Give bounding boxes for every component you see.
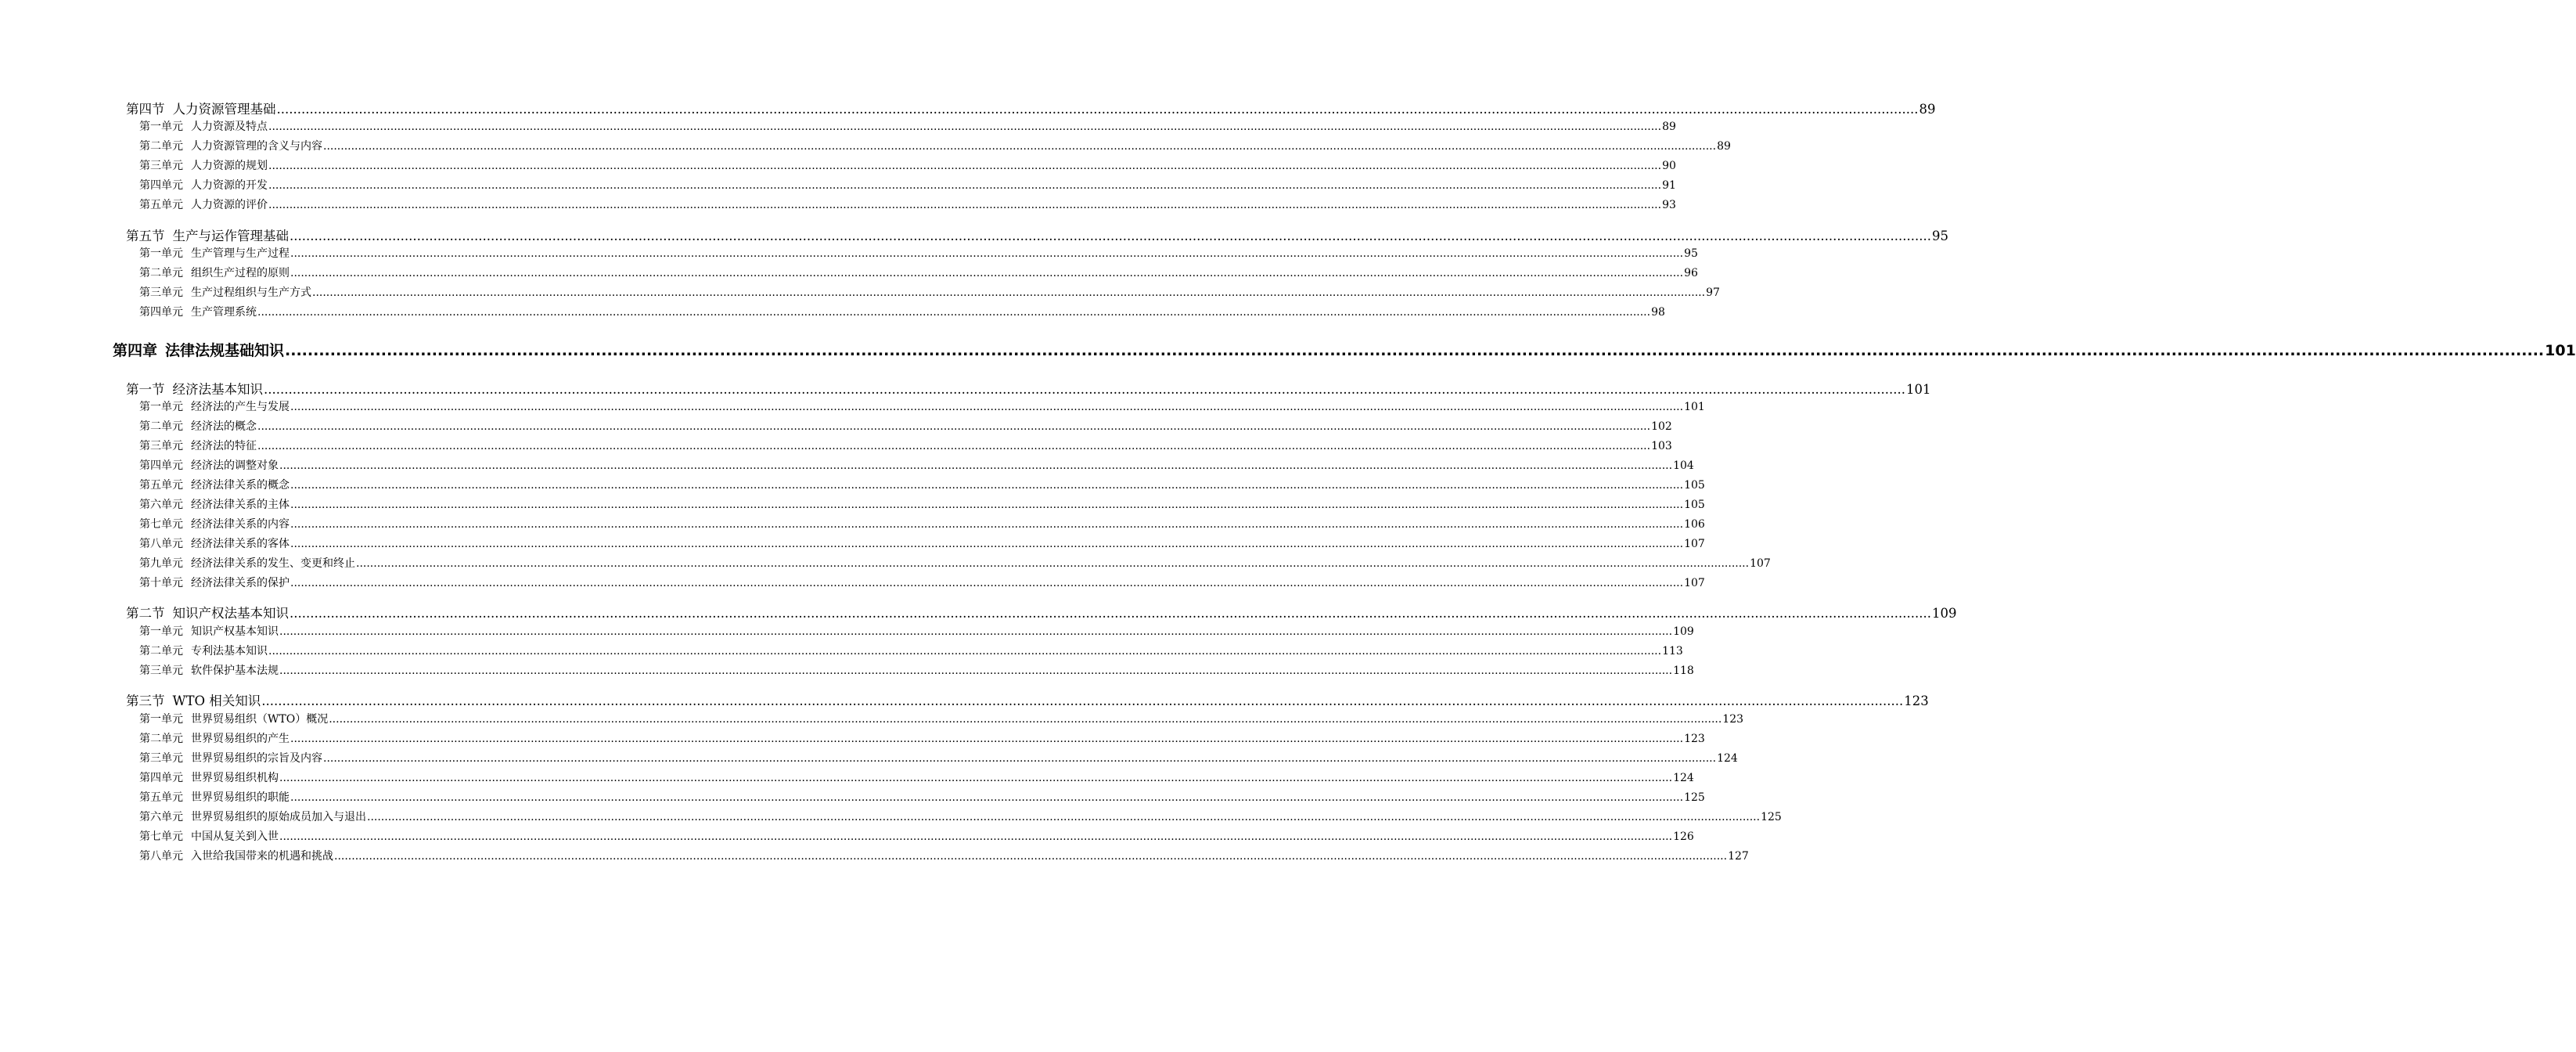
toc-unit-entry[interactable]	[139, 848, 1749, 863]
toc-unit-entry[interactable]	[139, 809, 1782, 824]
toc-entry-label	[126, 225, 289, 244]
dot-leader: ................................................................................................................................................................................................................................................................................................................................................................................................................	[356, 557, 1750, 570]
toc-entry-page-number: 97	[1706, 286, 1720, 299]
toc-entry-number: 第十单元	[139, 577, 183, 589]
toc-entry-page-number: 126	[1673, 830, 1694, 843]
toc-entry-number: 第八单元	[139, 538, 183, 550]
dot-leader: ................................................................................................................................................................................................................................................................................................................................................................................................................	[290, 606, 1931, 621]
toc-entry-label	[139, 457, 279, 473]
dot-leader: ................................................................................................................................................................................................................................................................................................................................................................................................................	[285, 342, 2545, 359]
dot-leader: ................................................................................................................................................................................................................................................................................................................................................................................................................	[279, 665, 1673, 677]
toc-entry-title: 经济法律关系的主体	[191, 499, 290, 511]
dot-leader: ................................................................................................................................................................................................................................................................................................................................................................................................................	[290, 229, 1931, 243]
toc-entry-title: 入世给我国带来的机遇和挑战	[191, 850, 333, 863]
dot-leader: ................................................................................................................................................................................................................................................................................................................................................................................................................	[367, 811, 1761, 823]
toc-entry-title: 经济法律关系的内容	[191, 518, 290, 531]
toc-entry-label	[139, 177, 268, 193]
dot-leader: ................................................................................................................................................................................................................................................................................................................................................................................................................	[261, 694, 1904, 708]
toc-entry-page-number: 98	[1651, 306, 1665, 319]
toc-entry-page-number: 93	[1662, 199, 1676, 211]
toc-entry-title: 人力资源的开发	[191, 179, 268, 192]
dot-leader: ................................................................................................................................................................................................................................................................................................................................................................................................................	[290, 479, 1684, 492]
toc-entry-number: 第六单元	[139, 811, 183, 823]
toc-entry-label	[126, 99, 276, 117]
toc-entry-label	[139, 643, 268, 658]
toc-entry-title: 生产管理与生产过程	[191, 247, 290, 260]
toc-entry-page-number: 124	[1717, 752, 1738, 765]
toc-entry-number: 第五单元	[139, 479, 183, 492]
dot-leader: ................................................................................................................................................................................................................................................................................................................................................................................................................	[290, 733, 1684, 745]
toc-entry-title: 经济法律关系的保护	[191, 577, 290, 589]
toc-entry-label	[126, 379, 263, 398]
toc-unit-entry[interactable]	[139, 750, 1738, 766]
toc-entry-title: 世界贸易组织的宗旨及内容	[191, 752, 322, 765]
toc-entry-title: 世界贸易组织的原始成员加入与退出	[191, 811, 366, 823]
toc-unit-entry[interactable]	[139, 265, 1698, 280]
toc-unit-entry[interactable]	[139, 138, 1731, 153]
toc-entry-title: 人力资源管理的含义与内容	[191, 140, 322, 153]
toc-unit-entry[interactable]	[139, 398, 1705, 414]
toc-entry-number: 第七单元	[139, 518, 183, 531]
toc-unit-entry[interactable]	[139, 730, 1705, 746]
toc-entry-title: 专利法基本知识	[191, 645, 268, 658]
toc-unit-entry[interactable]	[139, 418, 1672, 434]
toc-unit-entry[interactable]	[139, 157, 1676, 173]
toc-entry-page-number: 124	[1673, 772, 1694, 784]
toc-unit-entry[interactable]	[139, 643, 1683, 658]
toc-unit-entry[interactable]	[139, 245, 1698, 261]
dot-leader: ................................................................................................................................................................................................................................................................................................................................................................................................................	[268, 179, 1662, 192]
toc-entry-title: 生产管理系统	[191, 306, 257, 319]
toc-entry-number: 第六单元	[139, 499, 183, 511]
toc-entry-label	[139, 418, 257, 434]
toc-entry-page-number: 109	[1931, 606, 1957, 621]
toc-entry-number: 第二单元	[139, 645, 183, 658]
toc-entry-title: 世界贸易组织的产生	[191, 733, 290, 745]
toc-unit-entry[interactable]	[139, 789, 1705, 805]
dot-leader: ................................................................................................................................................................................................................................................................................................................................................................................................................	[279, 772, 1673, 784]
toc-entry-title: 法律法规基础知识	[165, 342, 285, 359]
toc-entry-label	[139, 477, 290, 492]
toc-entry-page-number: 101	[1905, 382, 1931, 397]
toc-entry-label	[139, 535, 290, 551]
toc-entry-number: 第三单元	[139, 286, 183, 299]
toc-entry-page-number: 123	[1684, 733, 1705, 745]
toc-entry-label	[139, 575, 290, 590]
toc-entry-number: 第三单元	[139, 752, 183, 765]
toc-entry-page-number: 123	[1904, 694, 1929, 708]
dot-leader: ................................................................................................................................................................................................................................................................................................................................................................................................................	[268, 160, 1662, 172]
toc-entry-number: 第二单元	[139, 733, 183, 745]
toc-entry-label	[139, 750, 322, 766]
toc-entry-page-number: 95	[1684, 247, 1698, 260]
toc-entry-page-number: 107	[1750, 557, 1771, 570]
toc-entry-title: 经济法律关系的发生、变更和终止	[191, 557, 355, 570]
dot-leader: ................................................................................................................................................................................................................................................................................................................................................................................................................	[290, 538, 1684, 550]
toc-entry-label	[139, 118, 268, 134]
toc-unit-entry[interactable]	[139, 711, 1744, 726]
dot-leader: ................................................................................................................................................................................................................................................................................................................................................................................................................	[323, 140, 1717, 153]
toc-entry-label	[139, 516, 290, 531]
toc-entry-number: 第四单元	[139, 772, 183, 784]
toc-entry-title: 世界贸易组织机构	[191, 772, 279, 784]
toc-entry-title: 经济法的调整对象	[191, 459, 279, 472]
toc-entry-title: 组织生产过程的原则	[191, 267, 290, 279]
toc-entry-label	[126, 603, 289, 621]
dot-leader: ................................................................................................................................................................................................................................................................................................................................................................................................................	[268, 645, 1662, 658]
toc-entry-label	[139, 711, 328, 726]
toc-entry-number: 第二节	[126, 606, 165, 621]
dot-leader: ................................................................................................................................................................................................................................................................................................................................................................................................................	[290, 499, 1684, 511]
toc-entry-page-number: 125	[1761, 811, 1782, 823]
toc-entry-label	[126, 690, 261, 709]
toc-section-entry[interactable]	[126, 225, 1948, 244]
toc-entry-page-number: 96	[1684, 267, 1698, 279]
toc-unit-entry[interactable]	[139, 769, 1694, 785]
toc-unit-entry[interactable]	[139, 304, 1665, 319]
toc-entry-number: 第一单元	[139, 625, 183, 638]
toc-entry-label	[139, 438, 257, 453]
toc-entry-number: 第一单元	[139, 121, 183, 133]
toc-entry-number: 第一节	[126, 382, 165, 397]
toc-unit-entry[interactable]	[139, 662, 1694, 678]
toc-entry-page-number: 107	[1684, 538, 1705, 550]
toc-entry-label	[139, 623, 279, 639]
dot-leader: ................................................................................................................................................................................................................................................................................................................................................................................................................	[290, 577, 1684, 589]
toc-entry-page-number: 109	[1673, 625, 1694, 638]
toc-entry-label	[139, 730, 290, 746]
dot-leader: ................................................................................................................................................................................................................................................................................................................................................................................................................	[290, 401, 1684, 413]
toc-unit-entry[interactable]	[139, 477, 1705, 492]
toc-entry-page-number: 89	[1717, 140, 1731, 153]
toc-unit-entry[interactable]	[139, 828, 1694, 844]
toc-entry-number: 第一单元	[139, 401, 183, 413]
toc-entry-page-number: 95	[1931, 229, 1948, 243]
toc-unit-entry[interactable]	[139, 496, 1705, 512]
toc-entry-title: 生产过程组织与生产方式	[191, 286, 311, 299]
toc-entry-number: 第五单元	[139, 199, 183, 211]
toc-entry-label	[139, 245, 290, 261]
dot-leader: ................................................................................................................................................................................................................................................................................................................................................................................................................	[257, 440, 1651, 452]
toc-entry-label	[139, 848, 333, 863]
toc-entry-title: 知识产权法基本知识	[172, 606, 289, 621]
toc-entry-label	[139, 789, 290, 805]
toc-entry-title: WTO 相关知识	[172, 694, 261, 708]
toc-unit-entry[interactable]	[139, 118, 1676, 134]
toc-entry-title: 经济法的特征	[191, 440, 257, 452]
toc-entry-page-number: 105	[1684, 479, 1705, 492]
dot-leader: ................................................................................................................................................................................................................................................................................................................................................................................................................	[290, 247, 1684, 260]
dot-leader: ................................................................................................................................................................................................................................................................................................................................................................................................................	[264, 382, 1905, 397]
toc-entry-number: 第四单元	[139, 459, 183, 472]
toc-entry-title: 知识产权基本知识	[191, 625, 279, 638]
toc-entry-title: 生产与运作管理基础	[172, 229, 289, 243]
dot-leader: ................................................................................................................................................................................................................................................................................................................................................................................................................	[290, 267, 1684, 279]
toc-entry-page-number: 107	[1684, 577, 1705, 589]
toc-entry-page-number: 127	[1728, 850, 1749, 863]
toc-entry-title: 经济法的产生与发展	[191, 401, 290, 413]
toc-entry-page-number: 125	[1684, 791, 1705, 804]
toc-unit-entry[interactable]	[139, 535, 1705, 551]
toc-entry-title: 世界贸易组织（WTO）概况	[191, 713, 329, 726]
toc-entry-number: 第三单元	[139, 440, 183, 452]
toc-unit-entry[interactable]	[139, 555, 1771, 571]
toc-entry-number: 第二单元	[139, 140, 183, 153]
toc-entry-page-number: 106	[1684, 518, 1705, 531]
toc-entry-title: 经济法基本知识	[172, 382, 263, 397]
toc-section-entry[interactable]	[126, 379, 1931, 398]
toc-entry-title: 软件保护基本法规	[191, 665, 279, 677]
toc-entry-number: 第二单元	[139, 420, 183, 433]
toc-entry-label	[139, 265, 290, 280]
dot-leader: ................................................................................................................................................................................................................................................................................................................................................................................................................	[334, 850, 1728, 863]
dot-leader: ................................................................................................................................................................................................................................................................................................................................................................................................................	[323, 752, 1717, 765]
toc-entry-label	[139, 138, 322, 153]
toc-section-entry[interactable]	[126, 603, 1957, 621]
toc-entry-label	[139, 769, 279, 785]
toc-entry-page-number: 113	[1662, 645, 1683, 658]
toc-unit-entry[interactable]	[139, 196, 1676, 212]
toc-unit-entry[interactable]	[139, 623, 1694, 639]
dot-leader: ................................................................................................................................................................................................................................................................................................................................................................................................................	[312, 286, 1706, 299]
toc-unit-entry[interactable]	[139, 284, 1720, 300]
toc-unit-entry[interactable]	[139, 457, 1694, 473]
toc-chapter-entry[interactable]	[113, 339, 2576, 361]
dot-leader: ................................................................................................................................................................................................................................................................................................................................................................................................................	[279, 459, 1673, 472]
toc-entry-page-number: 104	[1673, 459, 1694, 472]
dot-leader: ................................................................................................................................................................................................................................................................................................................................................................................................................	[276, 102, 1919, 117]
toc-unit-entry[interactable]	[139, 516, 1705, 531]
toc-section-entry[interactable]	[126, 690, 1929, 709]
toc-entry-page-number: 103	[1651, 440, 1672, 452]
dot-leader: ................................................................................................................................................................................................................................................................................................................................................................................................................	[268, 121, 1662, 133]
toc-entry-label	[139, 304, 257, 319]
toc-entry-label	[139, 555, 355, 571]
dot-leader: ................................................................................................................................................................................................................................................................................................................................................................................................................	[257, 306, 1651, 319]
toc-entry-title: 经济法律关系的概念	[191, 479, 290, 492]
toc-entry-page-number: 89	[1919, 102, 1936, 117]
toc-entry-number: 第五节	[126, 229, 165, 243]
toc-entry-number: 第四节	[126, 102, 165, 117]
toc-entry-label	[113, 339, 284, 360]
toc-entry-number: 第五单元	[139, 791, 183, 804]
toc-entry-page-number: 101	[1684, 401, 1705, 413]
dot-leader: ................................................................................................................................................................................................................................................................................................................................................................................................................	[290, 791, 1684, 804]
toc-entry-number: 第九单元	[139, 557, 183, 570]
toc-entry-number: 第三节	[126, 694, 165, 708]
toc-entry-number: 第一单元	[139, 713, 183, 726]
toc-entry-page-number: 123	[1722, 713, 1744, 726]
toc-entry-page-number: 89	[1662, 121, 1676, 133]
toc-entry-number: 第二单元	[139, 267, 183, 279]
dot-leader: ................................................................................................................................................................................................................................................................................................................................................................................................................	[329, 713, 1722, 726]
toc-entry-label	[139, 496, 290, 512]
toc-entry-title: 人力资源的规划	[191, 160, 268, 172]
toc-entry-label	[139, 828, 279, 844]
toc-entry-label	[139, 809, 366, 824]
dot-leader: ................................................................................................................................................................................................................................................................................................................................................................................................................	[290, 518, 1684, 531]
toc-unit-entry[interactable]	[139, 177, 1676, 193]
dot-leader: ................................................................................................................................................................................................................................................................................................................................................................................................................	[279, 830, 1673, 843]
toc-entry-number: 第一单元	[139, 247, 183, 260]
toc-entry-number: 第七单元	[139, 830, 183, 843]
toc-entry-title: 经济法律关系的客体	[191, 538, 290, 550]
dot-leader: ................................................................................................................................................................................................................................................................................................................................................................................................................	[268, 199, 1662, 211]
toc-entry-title: 人力资源管理基础	[172, 102, 276, 117]
dot-leader: ................................................................................................................................................................................................................................................................................................................................................................................................................	[279, 625, 1673, 638]
toc-entry-page-number: 91	[1662, 179, 1676, 192]
toc-entry-label	[139, 662, 279, 678]
toc-entry-title: 经济法的概念	[191, 420, 257, 433]
toc-entry-page-number: 101	[2545, 342, 2576, 359]
toc-entry-title: 人力资源及特点	[191, 121, 268, 133]
toc-entry-page-number: 102	[1651, 420, 1672, 433]
toc-entry-label	[139, 398, 290, 414]
toc-entry-number: 第三单元	[139, 665, 183, 677]
toc-entry-number: 第三单元	[139, 160, 183, 172]
toc-entry-title: 世界贸易组织的职能	[191, 791, 290, 804]
toc-entry-number: 第四单元	[139, 179, 183, 192]
toc-entry-number: 第八单元	[139, 850, 183, 863]
toc-entry-label	[139, 284, 311, 300]
toc-entry-title: 人力资源的评价	[191, 199, 268, 211]
toc-entry-label	[139, 157, 268, 173]
toc-section-entry[interactable]	[126, 99, 1936, 117]
toc-entry-title: 中国从复关到入世	[191, 830, 279, 843]
toc-entry-number: 第四章	[113, 342, 158, 359]
toc-unit-entry[interactable]	[139, 575, 1705, 590]
toc-entry-page-number: 105	[1684, 499, 1705, 511]
toc-unit-entry[interactable]	[139, 438, 1672, 453]
toc-entry-label	[139, 196, 268, 212]
toc-entry-number: 第四单元	[139, 306, 183, 319]
toc-entry-page-number: 118	[1673, 665, 1694, 677]
dot-leader: ................................................................................................................................................................................................................................................................................................................................................................................................................	[257, 420, 1651, 433]
toc-entry-page-number: 90	[1662, 160, 1676, 172]
